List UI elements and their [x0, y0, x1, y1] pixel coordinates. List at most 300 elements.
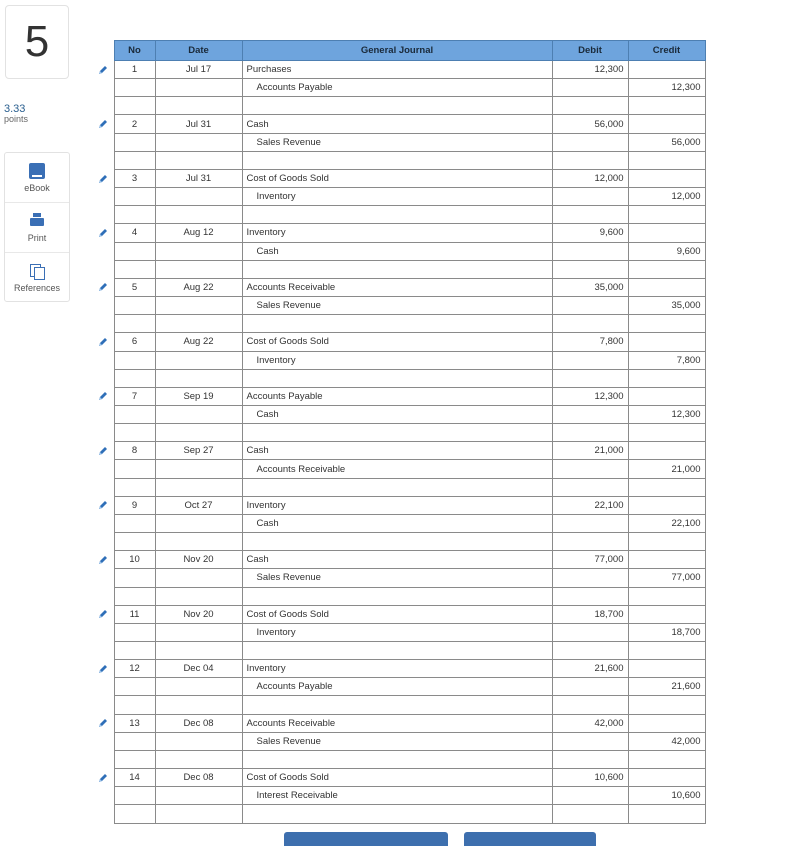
blank-cell — [242, 97, 552, 115]
debit-amount-empty — [552, 732, 628, 750]
blank-cell — [552, 97, 628, 115]
blank-cell — [114, 369, 155, 387]
edit-entry-button[interactable] — [92, 551, 114, 569]
entry-number: 6 — [114, 333, 155, 351]
journal-entry-row — [92, 714, 705, 732]
blank-cell — [628, 424, 705, 442]
entry-number: 12 — [114, 660, 155, 678]
journal-credit-row — [92, 405, 705, 423]
blank-cell — [242, 750, 552, 768]
credit-amount: 18,700 — [628, 623, 705, 641]
entry-number: 3 — [114, 169, 155, 187]
credit-amount: 21,000 — [628, 460, 705, 478]
credit-account: Inventory — [242, 188, 552, 206]
edit-spacer — [92, 642, 114, 660]
edit-entry-button[interactable] — [92, 442, 114, 460]
entry-number-empty — [114, 242, 155, 260]
entry-date: Dec 08 — [155, 769, 242, 787]
blank-cell — [114, 642, 155, 660]
debit-account: Cash — [242, 551, 552, 569]
journal-entry-row — [92, 387, 705, 405]
blank-cell — [242, 478, 552, 496]
entry-number-empty — [114, 623, 155, 641]
entry-number: 9 — [114, 496, 155, 514]
entry-number-empty — [114, 787, 155, 805]
blank-cell — [552, 696, 628, 714]
debit-account: Inventory — [242, 224, 552, 242]
blank-cell — [114, 260, 155, 278]
journal-blank-row — [92, 587, 705, 605]
debit-amount: 77,000 — [552, 551, 628, 569]
blank-cell — [114, 97, 155, 115]
credit-account: Cash — [242, 242, 552, 260]
debit-amount-empty — [552, 242, 628, 260]
blank-cell — [242, 805, 552, 823]
journal-entry-row — [92, 442, 705, 460]
journal-blank-row — [92, 642, 705, 660]
pencil-icon — [98, 718, 108, 729]
blank-cell — [628, 750, 705, 768]
blank-cell — [155, 642, 242, 660]
edit-spacer — [92, 569, 114, 587]
points-display — [4, 103, 28, 125]
journal-blank-row — [92, 533, 705, 551]
header-date: Date — [155, 41, 242, 61]
blank-cell — [552, 151, 628, 169]
blank-cell — [242, 151, 552, 169]
references-icon — [29, 263, 45, 279]
edit-spacer — [92, 478, 114, 496]
pencil-icon — [98, 772, 108, 783]
debit-amount: 12,300 — [552, 387, 628, 405]
credit-amount-empty — [628, 387, 705, 405]
pencil-icon — [98, 336, 108, 347]
journal-entry-row — [92, 169, 705, 187]
edit-entry-button[interactable] — [92, 333, 114, 351]
entry-date-empty — [155, 79, 242, 97]
book-icon — [29, 163, 45, 179]
credit-amount: 42,000 — [628, 732, 705, 750]
edit-spacer — [92, 260, 114, 278]
blank-cell — [628, 478, 705, 496]
credit-amount-empty — [628, 442, 705, 460]
edit-spacer — [92, 514, 114, 532]
printer-icon — [29, 213, 45, 229]
blank-cell — [628, 805, 705, 823]
entry-date-empty — [155, 569, 242, 587]
entry-number-empty — [114, 133, 155, 151]
blank-cell — [242, 424, 552, 442]
entry-number-empty — [114, 678, 155, 696]
journal-entry-row — [92, 551, 705, 569]
journal-credit-row — [92, 460, 705, 478]
edit-spacer — [92, 297, 114, 315]
edit-entry-button[interactable] — [92, 387, 114, 405]
edit-spacer — [92, 805, 114, 823]
edit-entry-button[interactable] — [92, 714, 114, 732]
credit-amount: 35,000 — [628, 297, 705, 315]
debit-account: Cost of Goods Sold — [242, 333, 552, 351]
credit-account: Sales Revenue — [242, 133, 552, 151]
journal-entry-row — [92, 115, 705, 133]
credit-amount: 10,600 — [628, 787, 705, 805]
blank-cell — [242, 587, 552, 605]
blank-cell — [628, 369, 705, 387]
edit-spacer — [92, 787, 114, 805]
edit-entry-button[interactable] — [92, 61, 114, 79]
blank-cell — [114, 478, 155, 496]
entry-number: 11 — [114, 605, 155, 623]
credit-amount-empty — [628, 660, 705, 678]
journal-credit-row — [92, 623, 705, 641]
edit-spacer — [92, 351, 114, 369]
tools-panel — [4, 152, 70, 302]
edit-spacer — [92, 750, 114, 768]
pencil-icon — [98, 173, 108, 184]
entry-date-empty — [155, 351, 242, 369]
credit-amount-empty — [628, 333, 705, 351]
entry-number: 7 — [114, 387, 155, 405]
points-value: 3.33 — [4, 103, 26, 115]
blank-cell — [114, 696, 155, 714]
entry-number: 8 — [114, 442, 155, 460]
question-number: 5 — [5, 5, 69, 79]
entry-date-empty — [155, 678, 242, 696]
entry-number-empty — [114, 514, 155, 532]
journal-blank-row — [92, 805, 705, 823]
entry-number: 1 — [114, 61, 155, 79]
debit-amount: 35,000 — [552, 278, 628, 296]
credit-account: Cash — [242, 405, 552, 423]
blank-cell — [155, 206, 242, 224]
header-debit: Debit — [552, 41, 628, 61]
entry-date-empty — [155, 732, 242, 750]
entry-number: 13 — [114, 714, 155, 732]
blank-cell — [242, 369, 552, 387]
debit-account: Inventory — [242, 660, 552, 678]
debit-amount-empty — [552, 514, 628, 532]
edit-entry-button[interactable] — [92, 169, 114, 187]
debit-amount-empty — [552, 678, 628, 696]
credit-amount-empty — [628, 61, 705, 79]
debit-amount-empty — [552, 297, 628, 315]
entry-date-empty — [155, 405, 242, 423]
entry-number: 14 — [114, 769, 155, 787]
journal-blank-row — [92, 750, 705, 768]
journal-credit-row — [92, 79, 705, 97]
blank-cell — [242, 260, 552, 278]
debit-amount: 12,000 — [552, 169, 628, 187]
credit-amount-empty — [628, 605, 705, 623]
entry-date-empty — [155, 514, 242, 532]
debit-amount: 7,800 — [552, 333, 628, 351]
header-no: No — [114, 41, 155, 61]
debit-amount-empty — [552, 79, 628, 97]
blank-cell — [242, 315, 552, 333]
edit-spacer — [92, 206, 114, 224]
blank-cell — [552, 315, 628, 333]
entry-date-empty — [155, 297, 242, 315]
entry-number-empty — [114, 79, 155, 97]
blank-cell — [552, 424, 628, 442]
debit-account: Accounts Receivable — [242, 714, 552, 732]
entry-date-empty — [155, 133, 242, 151]
blank-cell — [155, 151, 242, 169]
entry-number-empty — [114, 460, 155, 478]
debit-account: Accounts Receivable — [242, 278, 552, 296]
blank-cell — [552, 206, 628, 224]
credit-account: Inventory — [242, 351, 552, 369]
blank-cell — [242, 642, 552, 660]
edit-spacer — [92, 678, 114, 696]
journal-credit-row — [92, 514, 705, 532]
entry-date: Nov 20 — [155, 551, 242, 569]
blank-cell — [552, 642, 628, 660]
journal-credit-row — [92, 133, 705, 151]
credit-amount: 12,300 — [628, 405, 705, 423]
debit-amount: 42,000 — [552, 714, 628, 732]
edit-spacer — [92, 587, 114, 605]
entry-number-empty — [114, 732, 155, 750]
blank-cell — [552, 587, 628, 605]
debit-amount-empty — [552, 133, 628, 151]
journal-blank-row — [92, 315, 705, 333]
entry-number: 2 — [114, 115, 155, 133]
entry-number-empty — [114, 569, 155, 587]
header-credit: Credit — [628, 41, 705, 61]
blank-cell — [114, 805, 155, 823]
blank-cell — [628, 97, 705, 115]
edit-header-blank — [92, 41, 114, 61]
blank-cell — [155, 805, 242, 823]
debit-amount-empty — [552, 405, 628, 423]
entry-date: Nov 20 — [155, 605, 242, 623]
journal-blank-row — [92, 696, 705, 714]
debit-account: Cost of Goods Sold — [242, 605, 552, 623]
ebook-label: eBook — [24, 182, 50, 193]
journal-blank-row — [92, 424, 705, 442]
edit-spacer — [92, 369, 114, 387]
journal-credit-row — [92, 297, 705, 315]
debit-amount-empty — [552, 569, 628, 587]
journal-entry-row — [92, 769, 705, 787]
debit-amount-empty — [552, 787, 628, 805]
debit-account: Purchases — [242, 61, 552, 79]
blank-cell — [114, 750, 155, 768]
edit-entry-button[interactable] — [92, 278, 114, 296]
credit-account: Accounts Payable — [242, 678, 552, 696]
entry-date-empty — [155, 460, 242, 478]
blank-cell — [114, 206, 155, 224]
blank-cell — [155, 533, 242, 551]
blank-cell — [242, 696, 552, 714]
credit-amount: 21,600 — [628, 678, 705, 696]
blank-cell — [114, 151, 155, 169]
pencil-icon — [98, 500, 108, 511]
debit-account: Cost of Goods Sold — [242, 169, 552, 187]
credit-amount-empty — [628, 115, 705, 133]
credit-amount: 9,600 — [628, 242, 705, 260]
pencil-icon — [98, 554, 108, 565]
entry-date: Jul 31 — [155, 115, 242, 133]
edit-spacer — [92, 405, 114, 423]
edit-entry-button[interactable] — [92, 769, 114, 787]
next-button[interactable] — [464, 832, 596, 846]
debit-amount: 21,600 — [552, 660, 628, 678]
journal-entry-row — [92, 496, 705, 514]
credit-amount: 77,000 — [628, 569, 705, 587]
blank-cell — [155, 315, 242, 333]
credit-amount-empty — [628, 769, 705, 787]
journal-header-row — [92, 41, 705, 61]
blank-cell — [628, 315, 705, 333]
entry-date: Oct 27 — [155, 496, 242, 514]
journal-entry-row — [92, 61, 705, 79]
blank-cell — [552, 478, 628, 496]
debit-amount-empty — [552, 460, 628, 478]
debit-amount: 21,000 — [552, 442, 628, 460]
blank-cell — [628, 151, 705, 169]
print-label: Print — [27, 232, 47, 243]
edit-entry-button[interactable] — [92, 660, 114, 678]
entry-number: 5 — [114, 278, 155, 296]
debit-amount-empty — [552, 351, 628, 369]
journal-entry-row — [92, 224, 705, 242]
credit-amount: 22,100 — [628, 514, 705, 532]
debit-amount: 18,700 — [552, 605, 628, 623]
edit-entry-button[interactable] — [92, 605, 114, 623]
edit-spacer — [92, 242, 114, 260]
entry-date: Aug 22 — [155, 278, 242, 296]
pencil-icon — [98, 663, 108, 674]
journal-blank-row — [92, 369, 705, 387]
entry-date: Dec 04 — [155, 660, 242, 678]
entry-date-empty — [155, 623, 242, 641]
blank-cell — [155, 369, 242, 387]
blank-cell — [628, 642, 705, 660]
debit-account: Accounts Payable — [242, 387, 552, 405]
points-label: points — [4, 114, 29, 125]
edit-spacer — [92, 188, 114, 206]
entry-date-empty — [155, 242, 242, 260]
blank-cell — [242, 533, 552, 551]
journal-credit-row — [92, 732, 705, 750]
debit-amount: 12,300 — [552, 61, 628, 79]
debit-amount: 56,000 — [552, 115, 628, 133]
blank-cell — [155, 478, 242, 496]
blank-cell — [628, 206, 705, 224]
debit-account: Inventory — [242, 496, 552, 514]
pencil-icon — [98, 227, 108, 238]
edit-spacer — [92, 151, 114, 169]
journal-blank-row — [92, 206, 705, 224]
blank-cell — [114, 533, 155, 551]
blank-cell — [552, 533, 628, 551]
journal-entry-row — [92, 333, 705, 351]
credit-account: Interest Receivable — [242, 787, 552, 805]
journal-blank-row — [92, 97, 705, 115]
blank-cell — [242, 206, 552, 224]
journal-blank-row — [92, 260, 705, 278]
blank-cell — [114, 587, 155, 605]
references-button[interactable] — [5, 253, 69, 303]
prev-button[interactable] — [284, 832, 448, 846]
general-journal-table — [92, 40, 706, 824]
edit-entry-button[interactable] — [92, 496, 114, 514]
debit-amount: 22,100 — [552, 496, 628, 514]
blank-cell — [628, 533, 705, 551]
debit-account: Cash — [242, 115, 552, 133]
credit-account: Accounts Payable — [242, 79, 552, 97]
blank-cell — [552, 805, 628, 823]
entry-date: Sep 19 — [155, 387, 242, 405]
entry-number: 4 — [114, 224, 155, 242]
edit-entry-button[interactable] — [92, 224, 114, 242]
journal-blank-row — [92, 478, 705, 496]
print-button[interactable] — [5, 203, 69, 253]
blank-cell — [155, 696, 242, 714]
credit-account: Inventory — [242, 623, 552, 641]
credit-amount-empty — [628, 224, 705, 242]
journal-entry-row — [92, 278, 705, 296]
entry-date: Jul 31 — [155, 169, 242, 187]
debit-amount-empty — [552, 188, 628, 206]
pencil-icon — [98, 609, 108, 620]
journal-entry-row — [92, 605, 705, 623]
edit-spacer — [92, 533, 114, 551]
credit-amount-empty — [628, 496, 705, 514]
entry-number-empty — [114, 297, 155, 315]
credit-account: Cash — [242, 514, 552, 532]
journal-credit-row — [92, 188, 705, 206]
blank-cell — [155, 750, 242, 768]
credit-account: Sales Revenue — [242, 569, 552, 587]
entry-date: Sep 27 — [155, 442, 242, 460]
journal-entry-row — [92, 660, 705, 678]
edit-spacer — [92, 97, 114, 115]
ebook-button[interactable] — [5, 153, 69, 203]
entry-date: Aug 22 — [155, 333, 242, 351]
pencil-icon — [98, 119, 108, 130]
entry-number-empty — [114, 351, 155, 369]
credit-amount: 12,000 — [628, 188, 705, 206]
credit-account: Sales Revenue — [242, 297, 552, 315]
edit-spacer — [92, 623, 114, 641]
journal-credit-row — [92, 787, 705, 805]
edit-entry-button[interactable] — [92, 115, 114, 133]
credit-amount: 56,000 — [628, 133, 705, 151]
blank-cell — [155, 260, 242, 278]
credit-amount-empty — [628, 714, 705, 732]
blank-cell — [114, 424, 155, 442]
pencil-icon — [98, 445, 108, 456]
blank-cell — [552, 750, 628, 768]
blank-cell — [628, 260, 705, 278]
credit-amount-empty — [628, 278, 705, 296]
entry-date: Aug 12 — [155, 224, 242, 242]
header-general-journal: General Journal — [242, 41, 552, 61]
pencil-icon — [98, 64, 108, 75]
credit-account: Accounts Receivable — [242, 460, 552, 478]
journal-credit-row — [92, 678, 705, 696]
credit-amount-empty — [628, 551, 705, 569]
edit-spacer — [92, 79, 114, 97]
entry-number-empty — [114, 188, 155, 206]
journal-credit-row — [92, 569, 705, 587]
edit-spacer — [92, 315, 114, 333]
edit-spacer — [92, 133, 114, 151]
credit-amount: 7,800 — [628, 351, 705, 369]
